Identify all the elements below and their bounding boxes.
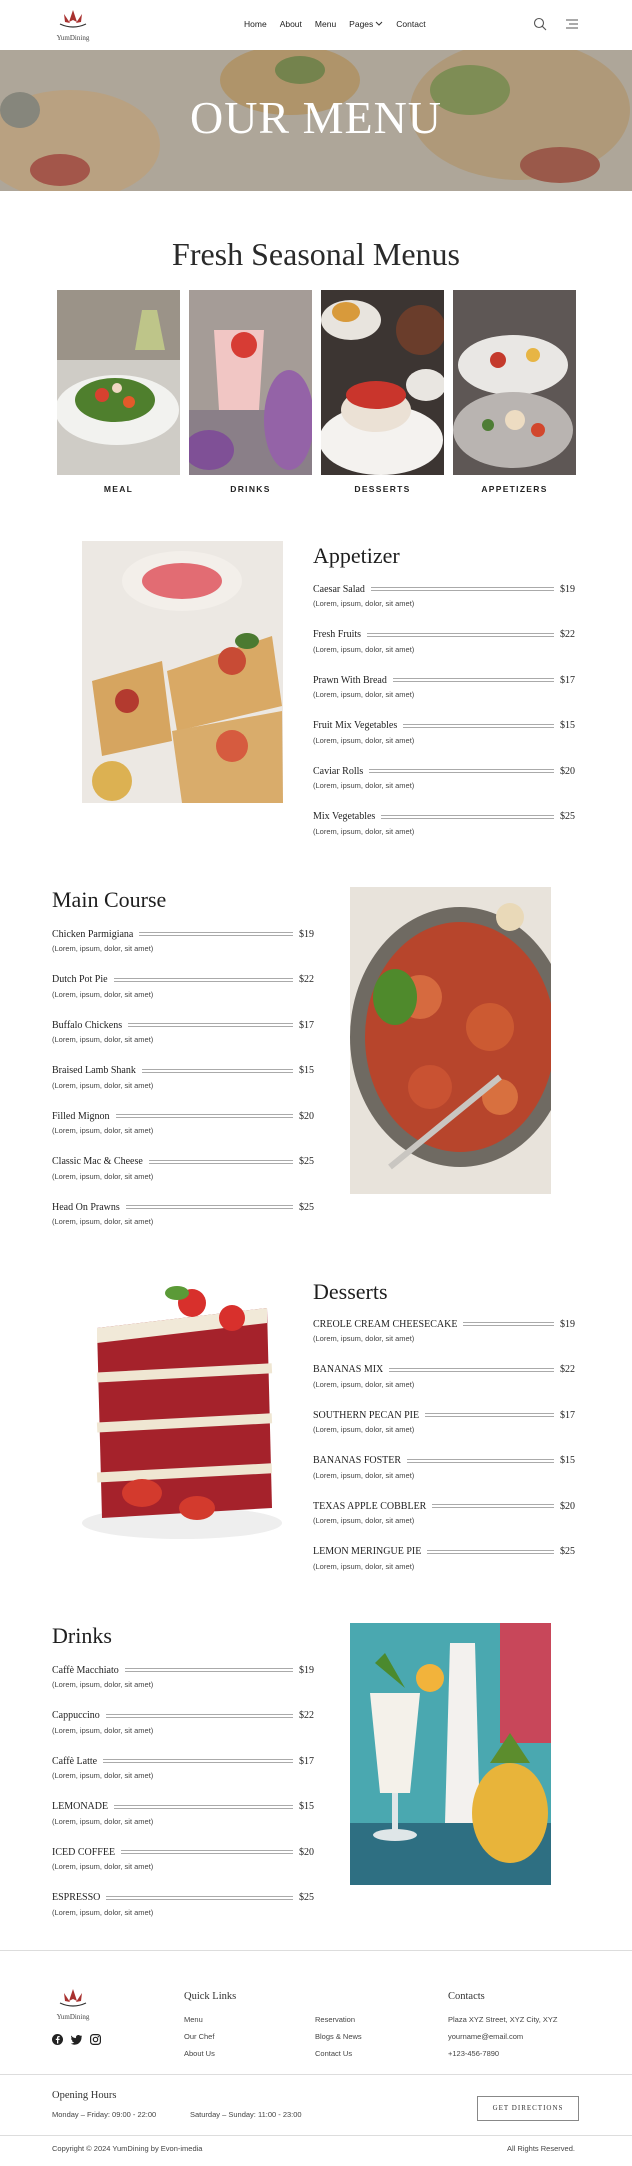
desserts-menu-item (313, 1408, 575, 1442)
footer-brand-name: YumDining (56, 2013, 90, 2021)
menu-item-price: $22 (299, 1710, 314, 1721)
menu-item-row (52, 1200, 314, 1214)
menu-item-divider (389, 1368, 554, 1372)
menu-item-description: (Lorem, ipsum, dolor, sit amet) (52, 1771, 154, 1780)
menu-item-divider (121, 1850, 293, 1854)
menu-item-name: Mix Vegetables (313, 811, 376, 822)
menu-item-name: Caesar Salad (313, 583, 365, 595)
category-drinks-label[interactable]: DRINKS (230, 484, 271, 494)
desserts-image (82, 1278, 283, 1540)
menu-item-divider (432, 1504, 554, 1508)
menu-item-price: $25 (560, 811, 575, 822)
appetizer-menu-item (313, 628, 575, 662)
main-course-title: Main Course (52, 887, 167, 912)
menu-item-description: (Lorem, ipsum, dolor, sit amet) (313, 1334, 415, 1343)
category-appetizers-image[interactable] (453, 290, 576, 475)
menu-item-name: BANANAS FOSTER (313, 1455, 402, 1466)
menu-item-price: $20 (560, 765, 575, 777)
menu-item-name: Head On Prawns (52, 1201, 120, 1213)
menu-item-description: (Lorem, ipsum, dolor, sit amet) (52, 1680, 154, 1689)
menu-item-row (52, 1709, 314, 1723)
brand-logo[interactable] (50, 8, 96, 42)
menu-item-name: Filled Mignon (52, 1110, 110, 1122)
desserts-image (321, 290, 444, 475)
menu-item-divider (114, 978, 293, 982)
hero-banner (0, 50, 632, 191)
menu-item-name: Braised Lamb Shank (52, 1065, 136, 1076)
menu-item-description: (Lorem, ipsum, dolor, sit amet) (52, 1080, 154, 1090)
get-directions-button[interactable]: GET DIRECTIONS (477, 2096, 579, 2121)
menu-item-row (313, 810, 575, 824)
menu-item-description: (Lorem, ipsum, dolor, sit amet) (52, 944, 154, 953)
desserts-photo (82, 1278, 283, 1540)
quick-links-title: Quick Links (184, 1991, 237, 2002)
main-course-menu-item (52, 927, 314, 961)
menu-item-price: $22 (560, 1364, 575, 1375)
brand-name: YumDining (56, 34, 90, 42)
menu-item-row (313, 719, 575, 733)
footer-link-our-chef[interactable]: Our Chef (184, 2032, 215, 2041)
menu-item-divider (407, 1459, 554, 1463)
menu-item-row (313, 1317, 575, 1331)
facebook-icon[interactable] (52, 2034, 63, 2045)
contacts-title: Contacts (448, 1991, 485, 2002)
logo-icon (50, 8, 96, 32)
menu-item-price: $22 (299, 974, 314, 985)
desserts-menu-item (313, 1545, 575, 1579)
menu-item-price: $19 (560, 1318, 575, 1330)
category-desserts-label[interactable]: DESSERTS (354, 484, 411, 494)
contact-phone[interactable]: +123-456-7890 (448, 2049, 500, 2058)
footer-logo[interactable] (50, 1987, 96, 2021)
menu-item-price: $15 (299, 1801, 314, 1812)
nav-home[interactable]: Home (244, 19, 267, 29)
drinks-menu-item (52, 1709, 314, 1743)
menu-item-divider (103, 1759, 293, 1763)
menu-item-description: (Lorem, ipsum, dolor, sit amet) (313, 1379, 415, 1389)
menu-item-divider (126, 1205, 293, 1209)
menu-item-divider (149, 1160, 293, 1164)
menu-item-price: $25 (299, 1156, 314, 1167)
appetizer-menu-item (313, 673, 575, 707)
menu-item-description: (Lorem, ipsum, dolor, sit amet) (52, 1126, 154, 1135)
menu-item-divider (106, 1714, 293, 1718)
menu-item-name: Buffalo Chickens (52, 1019, 123, 1031)
main-course-menu-item (52, 1064, 314, 1098)
menu-item-description: (Lorem, ipsum, dolor, sit amet) (313, 1561, 415, 1571)
menu-item-description: (Lorem, ipsum, dolor, sit amet) (313, 644, 415, 654)
menu-item-description: (Lorem, ipsum, dolor, sit amet) (52, 1217, 154, 1226)
menu-item-divider (463, 1322, 554, 1326)
menu-item-divider (142, 1069, 293, 1073)
menu-item-name: ICED COFFEE (52, 1846, 116, 1858)
menu-item-description: (Lorem, ipsum, dolor, sit amet) (313, 781, 415, 790)
menu-item-row (313, 628, 575, 642)
copyright-text: Copyright © 2024 YumDining by Evon-imedia (52, 2144, 203, 2153)
appetizer-menu-item (313, 810, 575, 844)
menu-item-name: Classic Mac & Cheese (52, 1156, 143, 1167)
menu-item-description: (Lorem, ipsum, dolor, sit amet) (52, 1907, 154, 1917)
main-course-photo (350, 887, 551, 1194)
menu-item-divider (125, 1668, 293, 1672)
menu-item-price: $20 (299, 1110, 314, 1122)
drinks-menu-item (52, 1800, 314, 1834)
menu-item-divider (128, 1023, 293, 1027)
menu-item-price: $25 (299, 1892, 314, 1903)
menu-item-name: TEXAS APPLE COBBLER (313, 1500, 427, 1512)
menu-item-name: LEMON MERINGUE PIE (313, 1546, 422, 1557)
menu-item-name: Fresh Fruits (313, 629, 362, 640)
menu-item-divider (369, 769, 554, 773)
menu-item-name: Prawn With Bread (313, 674, 387, 686)
menu-item-description: (Lorem, ipsum, dolor, sit amet) (313, 1516, 415, 1525)
hours-weekday: Monday – Friday: 09:00 - 22:00 (52, 2110, 157, 2119)
menu-item-divider (106, 1896, 293, 1900)
menu-item-description: (Lorem, ipsum, dolor, sit amet) (52, 1171, 154, 1181)
drinks-menu-item (52, 1754, 314, 1788)
main-nav (244, 19, 426, 29)
menu-item-price: $19 (560, 583, 575, 595)
opening-hours-title: Opening Hours (52, 2090, 117, 2101)
menu-item-description: (Lorem, ipsum, dolor, sit amet) (52, 1862, 154, 1871)
desserts-title: Desserts (313, 1279, 388, 1304)
menu-item-price: $17 (299, 1019, 314, 1031)
menu-item-row (313, 1454, 575, 1468)
category-meal-image[interactable] (57, 290, 180, 475)
appetizer-menu-item (313, 582, 575, 616)
menu-item-row (313, 1363, 575, 1377)
main-course-menu-item (52, 1200, 314, 1234)
menu-item-description: (Lorem, ipsum, dolor, sit amet) (313, 826, 415, 836)
menu-item-row (313, 764, 575, 778)
appetizer-image (82, 541, 283, 803)
seasonal-title: Fresh Seasonal Menus (172, 236, 460, 272)
menu-item-description: (Lorem, ipsum, dolor, sit amet) (52, 1816, 154, 1826)
nav-about[interactable]: About (279, 19, 302, 29)
main-course-menu-item (52, 973, 314, 1007)
footer-link-about-us[interactable]: About Us (184, 2049, 215, 2058)
menu-item-divider (427, 1550, 554, 1554)
menu-item-row (313, 582, 575, 596)
main-course-menu-item (52, 1109, 314, 1143)
category-appetizers-label[interactable]: APPETIZERS (481, 484, 548, 494)
menu-item-price: $25 (299, 1201, 314, 1213)
menu-item-name: Caviar Rolls (313, 765, 364, 777)
menu-item-name: Dutch Pot Pie (52, 974, 108, 985)
hours-weekend: Saturday – Sunday: 11:00 - 23:00 (190, 2110, 302, 2119)
footer-link-reservation[interactable]: Reservation (315, 2015, 356, 2024)
menu-item-row (52, 973, 314, 987)
menu-item-price: $19 (299, 928, 314, 940)
twitter-icon[interactable] (71, 2034, 82, 2045)
menu-item-price: $15 (299, 1065, 314, 1076)
menu-item-description: (Lorem, ipsum, dolor, sit amet) (313, 1470, 415, 1480)
menu-item-row (52, 1663, 314, 1677)
menu-item-divider (367, 633, 554, 637)
chevron-down-icon (375, 21, 383, 27)
menu-item-price: $25 (560, 1546, 575, 1557)
menu-item-row (52, 1155, 314, 1169)
menu-item-divider (114, 1805, 293, 1809)
search-icon[interactable] (533, 17, 547, 31)
site-header (0, 0, 632, 50)
instagram-icon[interactable] (90, 2034, 101, 2045)
menu-item-description: (Lorem, ipsum, dolor, sit amet) (313, 599, 415, 608)
menu-item-price: $20 (560, 1500, 575, 1512)
footer-link-menu[interactable]: Menu (184, 2015, 203, 2024)
footer-link-contact-us[interactable]: Contact Us (315, 2049, 353, 2058)
menu-item-divider (425, 1413, 554, 1417)
menu-item-divider (139, 932, 293, 936)
menu-item-row (52, 1800, 314, 1814)
category-desserts-image[interactable] (321, 290, 444, 475)
menu-item-row (52, 1064, 314, 1078)
appetizer-menu-item (313, 764, 575, 798)
menu-item-price: $17 (560, 674, 575, 686)
menu-item-price: $17 (299, 1755, 314, 1767)
menu-item-name: CREOLE CREAM CHEESECAKE (313, 1318, 458, 1330)
menu-item-price: $15 (560, 720, 575, 731)
desserts-menu-item (313, 1499, 575, 1533)
main-course-menu-item (52, 1018, 314, 1052)
desserts-menu-item (313, 1454, 575, 1488)
menu-item-name: Fruit Mix Vegetables (313, 720, 398, 731)
appetizer-title: Appetizer (313, 543, 400, 568)
footer-divider-top (0, 1950, 632, 1951)
menu-item-row (52, 1845, 314, 1859)
drinks-menu-item (52, 1845, 314, 1879)
appetizer-menu-item (313, 719, 575, 753)
contact-email[interactable]: yourname@email.com (448, 2032, 524, 2041)
menu-item-name: BANANAS MIX (313, 1364, 384, 1375)
menu-item-name: LEMONADE (52, 1801, 109, 1812)
category-drinks-image[interactable] (189, 290, 312, 475)
menu-item-description: (Lorem, ipsum, dolor, sit amet) (313, 735, 415, 745)
drinks-photo (350, 1623, 551, 1885)
menu-item-name: Cappuccino (52, 1710, 100, 1721)
menu-item-divider (371, 587, 554, 591)
drinks-image (189, 290, 312, 475)
appetizers-image (453, 290, 576, 475)
menu-item-row (313, 1499, 575, 1513)
menu-item-row (52, 1891, 314, 1905)
menu-item-row (52, 1754, 314, 1768)
main-course-menu-item (52, 1155, 314, 1189)
drinks-title: Drinks (52, 1623, 112, 1648)
nav-contact[interactable]: Contact (396, 19, 426, 29)
desserts-menu-item (313, 1317, 575, 1351)
menu-icon[interactable] (565, 17, 579, 31)
rights-text: All Rights Reserved. (507, 2144, 575, 2153)
menu-item-row (52, 927, 314, 941)
menu-item-description: (Lorem, ipsum, dolor, sit amet) (52, 1725, 154, 1735)
menu-item-row (313, 673, 575, 687)
menu-item-description: (Lorem, ipsum, dolor, sit amet) (52, 1035, 154, 1044)
menu-item-name: SOUTHERN PECAN PIE (313, 1409, 420, 1421)
footer-divider-middle (0, 2074, 632, 2075)
menu-item-divider (116, 1114, 293, 1118)
menu-item-row (52, 1018, 314, 1032)
appetizer-photo (82, 541, 283, 803)
menu-item-divider (393, 678, 554, 682)
menu-item-row (313, 1408, 575, 1422)
meal-image (57, 290, 180, 475)
main-course-image (350, 887, 551, 1194)
drinks-menu-item (52, 1663, 314, 1697)
drinks-image (350, 1623, 551, 1885)
category-meal-label[interactable]: MEAL (103, 484, 134, 494)
menu-item-name: Caffè Macchiato (52, 1664, 119, 1676)
nav-pages[interactable] (349, 19, 383, 29)
drinks-menu-item (52, 1891, 314, 1925)
nav-menu[interactable]: Menu (314, 19, 337, 29)
menu-item-price: $15 (560, 1455, 575, 1466)
menu-item-description: (Lorem, ipsum, dolor, sit amet) (313, 1425, 415, 1434)
nav-pages-label: Pages (349, 19, 374, 29)
menu-item-name: Caffè Latte (52, 1755, 98, 1767)
menu-item-name: ESPRESSO (52, 1892, 101, 1903)
menu-item-price: $17 (560, 1409, 575, 1421)
contact-address: Plaza XYZ Street, XYZ City, XYZ (448, 2015, 558, 2024)
desserts-menu-item (313, 1363, 575, 1397)
menu-item-description: (Lorem, ipsum, dolor, sit amet) (52, 989, 154, 999)
menu-item-name: Chicken Parmigiana (52, 928, 134, 940)
hero-title: OUR MENU (189, 92, 443, 143)
copyright-bar (0, 2135, 632, 2166)
menu-item-divider (381, 815, 554, 819)
menu-item-row (52, 1109, 314, 1123)
logo-icon (50, 1987, 96, 2011)
menu-item-price: $20 (299, 1846, 314, 1858)
menu-item-divider (403, 724, 554, 728)
menu-item-price: $19 (299, 1664, 314, 1676)
footer-link-blogs-news[interactable]: Blogs & News (315, 2032, 362, 2041)
menu-item-price: $22 (560, 629, 575, 640)
menu-item-row (313, 1545, 575, 1559)
social-links (52, 2034, 101, 2045)
menu-item-description: (Lorem, ipsum, dolor, sit amet) (313, 690, 415, 699)
